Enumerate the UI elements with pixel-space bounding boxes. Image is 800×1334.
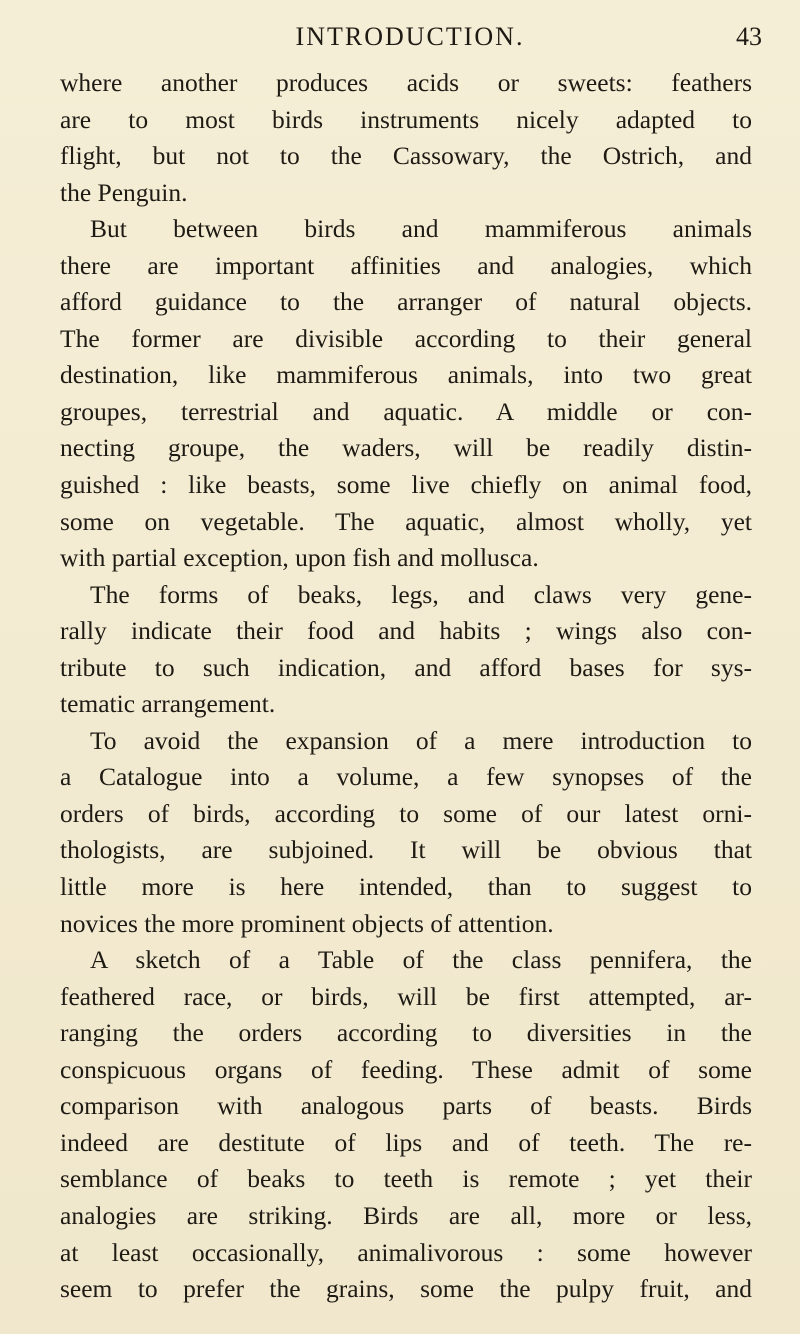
text-line: there are important affinities and analogies, which xyxy=(60,250,752,280)
text-line: indeed are destitute of lips and of teeth. The re- xyxy=(60,1127,752,1157)
text-line: some on vegetable. The aquatic, almost wholly, yet xyxy=(60,506,752,536)
text-line: tematic arrangement. xyxy=(60,689,276,719)
text-line: with partial exception, upon fish and mollusca. xyxy=(60,543,539,573)
text-line: where another produces acids or sweets: feathers xyxy=(60,68,752,97)
text-line: flight, but not to the Cassowary, the Ostrich, and xyxy=(60,141,752,171)
text-line: a Catalogue into a volume, a few synopses of the xyxy=(60,762,752,792)
text-line: rally indicate their food and habits ; wings also con- xyxy=(60,616,752,646)
page-header xyxy=(58,22,762,58)
text-line: But between birds and mammiferous animals xyxy=(90,214,752,244)
text-line: orders of birds, according to some of our latest orni- xyxy=(60,798,752,828)
running-head: INTRODUCTION. xyxy=(295,22,525,51)
text-line: novices the more prominent objects of attention. xyxy=(60,908,554,938)
text-line: The former are divisible according to their general xyxy=(60,323,752,353)
text-line: feathered race, or birds, will be first attempted, ar- xyxy=(60,981,752,1011)
text-line: are to most birds instruments nicely adapted to xyxy=(60,104,752,134)
body-text xyxy=(60,65,752,1308)
text-line: semblance of beaks to teeth is remote ; yet their xyxy=(60,1164,752,1194)
text-line: necting groupe, the waders, will be readily distin- xyxy=(60,433,752,463)
text-line: little more is here intended, than to suggest to xyxy=(60,872,752,902)
text-line: conspicuous organs of feeding. These admit of some xyxy=(60,1054,752,1084)
text-line: at least occasionally, animalivorous : some however xyxy=(60,1237,752,1267)
text-line: the Penguin. xyxy=(60,177,188,207)
text-line: ranging the orders according to diversities in the xyxy=(60,1018,752,1048)
text-line: guished : like beasts, some live chiefly on animal food, xyxy=(60,470,752,500)
text-line: The forms of beaks, legs, and claws very gene- xyxy=(90,579,752,609)
text-line: analogies are striking. Birds are all, more or less, xyxy=(60,1200,752,1230)
text-line: comparison with analogous parts of beasts. Birds xyxy=(60,1091,752,1121)
text-line: thologists, are subjoined. It will be obvious that xyxy=(60,835,752,865)
text-line: To avoid the expansion of a mere introduction to xyxy=(90,725,752,755)
text-line: afford guidance to the arranger of natural objects. xyxy=(60,287,752,317)
text-line: A sketch of a Table of the class pennifera, the xyxy=(90,945,752,975)
text-line: seem to prefer the grains, some the pulpy fruit, and xyxy=(60,1274,752,1304)
text-line: tribute to such indication, and afford bases for sys- xyxy=(60,652,752,682)
text-line: destination, like mammiferous animals, into two great xyxy=(60,360,752,390)
text-line: groupes, terrestrial and aquatic. A middle or con- xyxy=(60,396,752,426)
page-number: 43 xyxy=(736,22,762,51)
